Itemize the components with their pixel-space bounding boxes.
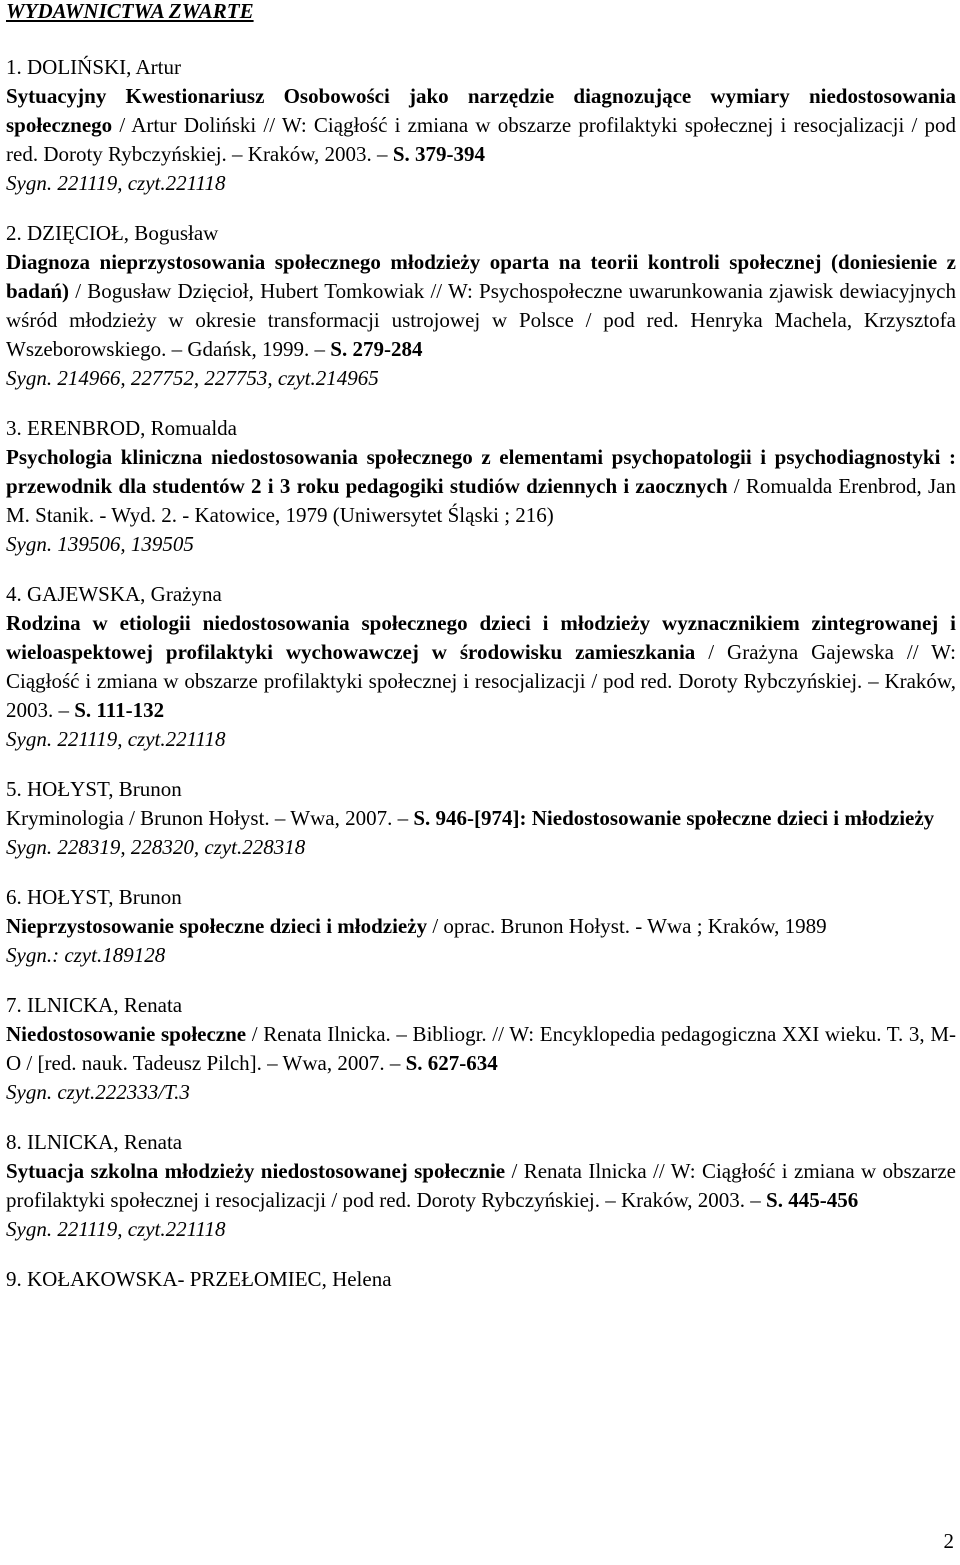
entry-pages: S. 445-456 xyxy=(766,1188,859,1212)
entry-pages: S. 627-634 xyxy=(405,1051,498,1075)
entry-title: Rodzina w etiologii niedostosowania społecznego dzieci i młodzieży wyznacznikiem zintegrowanej i wieloaspektowej profilaktyki wychowawczej w środowisku zamieszkania xyxy=(6,611,956,664)
bibliography-entry-1 xyxy=(6,53,956,198)
bibliography-entry-3 xyxy=(6,414,956,559)
entry-description xyxy=(6,1020,956,1078)
entry-details: / Renata Ilnicka // W: Ciągłość i zmiana w obszarze profilaktyki społecznej i resocjalizacji / pod red. Doroty Rybczyńskiej. – Kraków, 2003. – xyxy=(6,1159,956,1212)
bibliography-entry-5 xyxy=(6,775,956,862)
entry-details: / Bogusław Dzięcioł, Hubert Tomkowiak // W: Psychospołeczne uwarunkowania zjawisk dewiacyjnych wśród młodzieży w okresie transformacji ustrojowej w Polsce / pod red. Henryka Machela, Krzysztofa Wszeborowskiego. – Gdańsk, 1999. – xyxy=(6,279,956,361)
entry-description xyxy=(6,248,956,364)
entry-call-number: Sygn. 139506, 139505 xyxy=(6,532,194,556)
entry-call-number: Sygn. 221119, czyt.221118 xyxy=(6,1217,226,1241)
entry-pages: S. 379-394 xyxy=(392,142,485,166)
page-number: 2 xyxy=(943,1529,954,1553)
entry-author: 9. KOŁAKOWSKA- PRZEŁOMIEC, Helena xyxy=(6,1267,392,1291)
entry-title: Nieprzystosowanie społeczne dzieci i młodzieży xyxy=(6,914,428,938)
bibliography-entry-6 xyxy=(6,883,956,970)
entry-author: 3. ERENBROD, Romualda xyxy=(6,416,237,440)
entry-details: / oprac. Brunon Hołyst. - Wwa ; Kraków, 1989 xyxy=(427,914,827,938)
bibliography-entry-9 xyxy=(6,1265,956,1294)
entry-details: / Artur Doliński // W: Ciągłość i zmiana w obszarze profilaktyki społecznej i resocjalizacji / pod red. Doroty Rybczyńskiej. – Kraków, 2003. – xyxy=(6,113,956,166)
entry-call-number: Sygn. 221119, czyt.221118 xyxy=(6,727,226,751)
entry-details: Kryminologia / Brunon Hołyst. – Wwa, 2007. – xyxy=(6,806,414,830)
bibliography-entry-4 xyxy=(6,580,956,754)
bibliography-entry-7 xyxy=(6,991,956,1107)
entry-author: 4. GAJEWSKA, Grażyna xyxy=(6,582,222,606)
entry-pages: S. 111-132 xyxy=(74,698,165,722)
entry-author: 5. HOŁYST, Brunon xyxy=(6,777,182,801)
entry-author: 7. ILNICKA, Renata xyxy=(6,993,183,1017)
entry-title: Diagnoza nieprzystosowania społecznego młodzieży oparta na teorii kontroli społecznej (doniesienie z badań) xyxy=(6,250,956,303)
entry-title: Niedostosowanie społeczne xyxy=(6,1022,247,1046)
entry-call-number: Sygn. 228319, 228320, czyt.228318 xyxy=(6,835,306,859)
entry-description xyxy=(6,912,956,941)
entry-call-number: Sygn. 214966, 227752, 227753, czyt.214965 xyxy=(6,366,379,390)
entry-description xyxy=(6,609,956,725)
entry-pages: S. 279-284 xyxy=(330,337,423,361)
entry-description xyxy=(6,804,956,833)
entry-call-number: Sygn. czyt.222333/T.3 xyxy=(6,1080,190,1104)
document-page xyxy=(6,0,956,1315)
entry-call-number: Sygn.: czyt.189128 xyxy=(6,943,166,967)
entry-title: Sytuacyjny Kwestionariusz Osobowości jako narzędzie diagnozujące wymiary niedostosowania społecznego xyxy=(6,84,956,137)
entry-author: 2. DZIĘCIOŁ, Bogusław xyxy=(6,221,219,245)
entry-author: 8. ILNICKA, Renata xyxy=(6,1130,183,1154)
entry-details: / Grażyna Gajewska // W: Ciągłość i zmiana w obszarze profilaktyki społecznej i resocjalizacji / pod red. Doroty Rybczyńskiej. – Kraków, 2003. – xyxy=(6,640,956,722)
entry-author: 1. DOLIŃSKI, Artur xyxy=(6,55,181,79)
entry-description xyxy=(6,443,956,530)
bibliography-entry-2 xyxy=(6,219,956,393)
bibliography-entry-8 xyxy=(6,1128,956,1244)
entry-title: Sytuacja szkolna młodzieży niedostosowanej społecznie xyxy=(6,1159,506,1183)
entry-details: / Romualda Erenbrod, Jan M. Stanik. - Wyd. 2. - Katowice, 1979 (Uniwersytet Śląski ; 216) xyxy=(6,474,957,527)
entry-author: 6. HOŁYST, Brunon xyxy=(6,885,182,909)
entry-description xyxy=(6,82,956,169)
section-heading: WYDAWNICTWA ZWARTE xyxy=(6,0,254,23)
entry-pages: S. 946-[974]: Niedostosowanie społeczne dzieci i młodzieży xyxy=(413,806,935,830)
entry-details: / Renata Ilnicka. – Bibliogr. // W: Encyklopedia pedagogiczna XXI wieku. T. 3, M-O / [red. nauk. Tadeusz Pilch]. – Wwa, 2007. – xyxy=(6,1022,956,1075)
entry-description xyxy=(6,1157,956,1215)
entry-call-number: Sygn. 221119, czyt.221118 xyxy=(6,171,226,195)
entry-title: Psychologia kliniczna niedostosowania społecznego z elementami psychopatologii i psychodiagnostyki : przewodnik dla studentów 2 i 3 roku pedagogiki studiów dziennych i zaocznych xyxy=(6,445,956,498)
